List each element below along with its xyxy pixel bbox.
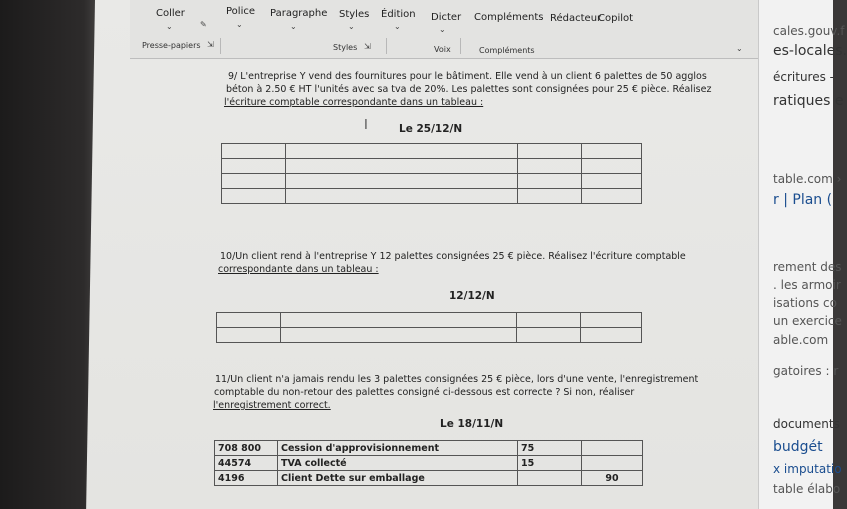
copilot-button[interactable]: Copilot	[598, 13, 634, 24]
browser-text-line: documents	[773, 417, 840, 431]
coller-button[interactable]: Coller	[156, 8, 185, 19]
chevron-down-icon: ⌄	[166, 22, 173, 31]
credit-cell: 90	[582, 471, 643, 486]
q10-journal-table	[216, 312, 642, 343]
table-row	[215, 441, 643, 456]
redacteur-button[interactable]: Rédacteur	[550, 13, 602, 24]
q11-line-3: l'enregistrement correct.	[213, 400, 331, 411]
label-cell: Client Dette sur emballage	[278, 471, 518, 486]
table-row	[215, 456, 643, 471]
dicter-button[interactable]: Dicter	[431, 12, 462, 23]
voix-group-label: Voix	[434, 45, 451, 54]
q11-journal-table	[214, 440, 643, 486]
account-cell: 4196	[215, 471, 278, 486]
table-row	[217, 328, 642, 343]
browser-text-line: . les armoir	[773, 278, 841, 292]
q11-line-1: 11/Un client n'a jamais rendu les 3 palettes consignées 25 € pièce, lors d'une vente, l'enregistrement	[215, 374, 699, 385]
format-painter-icon: ✎	[200, 20, 207, 29]
chevron-down-icon: ⌄	[394, 22, 401, 31]
browser-text-line: es-locales.	[773, 43, 847, 59]
table-row	[222, 174, 642, 189]
browser-text-line: table élabo	[773, 482, 841, 496]
debit-cell: 15	[518, 456, 582, 471]
q9-date: Le 25/12/N	[399, 123, 463, 135]
browser-text-line: x imputatio	[773, 462, 842, 476]
browser-text-line: gatoires : r	[773, 364, 839, 378]
edition-button[interactable]: Édition	[381, 9, 416, 20]
credit-cell	[582, 456, 643, 471]
q9-line-2: béton à 2.50 € HT l'unités avec sa tva de 20%. Les palettes sont consignées pour 25 € pièce. Réalisez	[226, 84, 712, 95]
q11-line-2: comptable du non-retour des palettes consigné ci-dessous est correcte ? Si non, réaliser	[214, 387, 635, 398]
browser-text-line: able.com	[773, 333, 829, 347]
debit-cell: 75	[518, 441, 582, 456]
label-cell: Cession d'approvisionnement	[278, 441, 518, 456]
chevron-down-icon: ⌄	[439, 25, 446, 34]
browser-text-line: ratiques e	[773, 93, 844, 109]
complements-button[interactable]: Compléments	[474, 12, 544, 23]
browser-text-line: isations co	[773, 296, 837, 310]
account-cell: 708 800	[215, 441, 278, 456]
chevron-down-icon: ⌄	[290, 22, 297, 31]
browser-text-line: écritures -	[773, 70, 835, 84]
styles-button[interactable]: Styles	[339, 9, 370, 20]
table-row	[222, 159, 642, 174]
q10-line-1: 10/Un client rend à l'entreprise Y 12 palettes consignées 25 € pièce. Réalisez l'écriture comptable	[220, 251, 686, 262]
label-cell: TVA collecté	[278, 456, 518, 471]
browser-text-line: cales.gouv.f	[773, 24, 845, 38]
text-cursor-icon: I	[364, 118, 368, 133]
debit-cell	[518, 471, 582, 486]
browser-text-line: rement des	[773, 260, 842, 274]
chevron-down-icon[interactable]: ⌄	[736, 44, 743, 53]
table-row	[222, 144, 642, 159]
dialog-launcher-icon[interactable]: ⇲	[364, 42, 371, 51]
account-cell: 44574	[215, 456, 278, 471]
chevron-down-icon: ⌄	[236, 20, 243, 29]
credit-cell	[582, 441, 643, 456]
q9-journal-table	[221, 143, 642, 204]
browser-text-line: un exercice	[773, 314, 842, 328]
browser-text-line: r | Plan (	[773, 192, 833, 208]
q11-date: Le 18/11/N	[440, 418, 504, 430]
table-row	[215, 471, 643, 486]
police-group[interactable]: Police	[226, 6, 255, 17]
table-row	[222, 189, 642, 204]
q10-line-2: correspondante dans un tableau :	[218, 264, 379, 275]
presse-papiers-group-label: Presse-papiers	[142, 41, 201, 50]
paragraphe-group[interactable]: Paragraphe	[270, 8, 328, 19]
table-row	[217, 313, 642, 328]
chevron-down-icon: ⌄	[348, 22, 355, 31]
background-browser-screen	[758, 0, 847, 509]
styles-group-label: Styles	[333, 43, 358, 52]
browser-text-line: table.com ›	[773, 172, 842, 186]
word-ribbon	[130, 0, 770, 59]
q10-date: 12/12/N	[449, 290, 495, 302]
q9-line-3: l'écriture comptable correspondante dans un tableau :	[224, 97, 484, 108]
q9-line-1: 9/ L'entreprise Y vend des fournitures pour le bâtiment. Elle vend à un client 6 palettes de 50 agglos	[228, 71, 707, 82]
complements-group-label: Compléments	[479, 46, 535, 55]
browser-text-line: budgét	[773, 439, 823, 455]
dialog-launcher-icon[interactable]: ⇲	[207, 40, 214, 49]
